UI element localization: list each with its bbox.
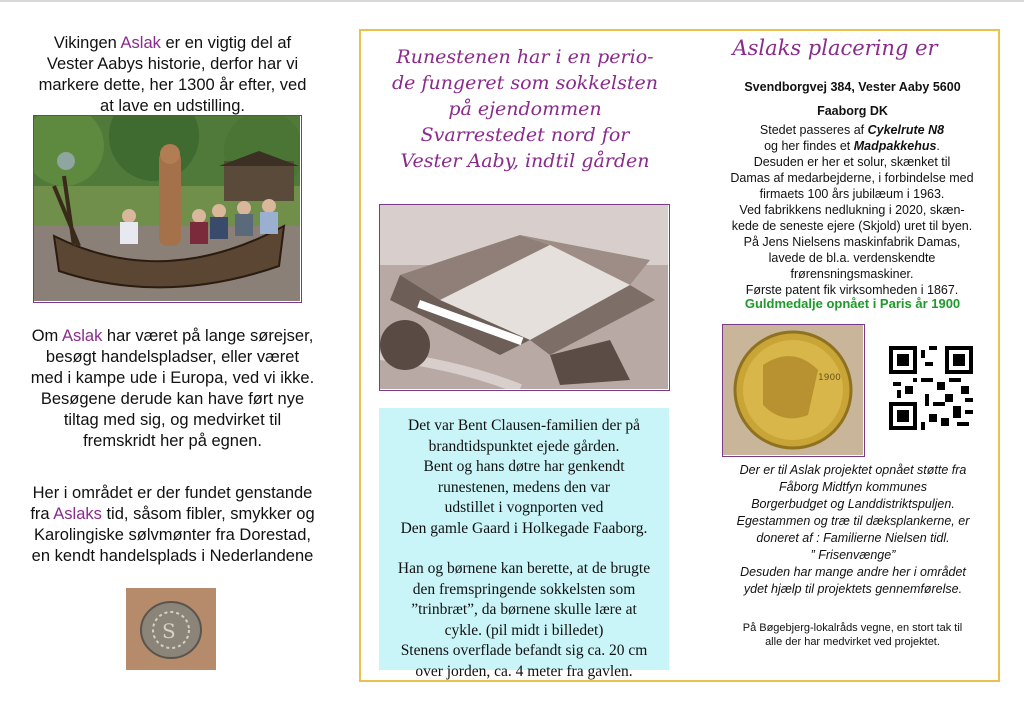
top-divider xyxy=(0,0,1024,2)
family-story-box xyxy=(379,408,669,680)
gold-medal-note: Guldmedalje opnået i Paris år 1900 xyxy=(744,296,961,311)
location-description: Stedet passeres af Cykelrute N8 og her findes et Madpakkehus. Desuden er her et solur, skænket til Damas af medarbejderne, i forbindelse med firmaets 100 års jubilæum i 1963. Ved fabrikkens nedlukning i 2020, skæn- kede de seneste ejere (Skjold) uret til byen. På Jens Nielsens maskinfabrik Damas, lavede de bl.a. verdenskendte frørensningsmaskiner. Første patent fik virksomheden i 1867. xyxy=(730,123,974,297)
svg-text:S: S xyxy=(162,619,176,643)
left-column-bottom xyxy=(30,483,315,567)
farm-aerial-photo xyxy=(379,204,670,391)
medal-year-text: 1900 xyxy=(818,373,841,383)
travels-paragraph: Om Aslak har været på lange sørejser, besøgt handelspladser, eller været med i kampe ude i Europa, ved vi ikke. Besøgene derude kan have ført nye tiltag med sig, og medvirket til fremskridt her på egnen. xyxy=(30,327,315,450)
location-heading: Aslaks placering er xyxy=(732,36,938,60)
story-paragraph-2: Han og børnene kan berette, at de brugte den fremspringende sokkelsten som ”trinbræt”, da børnene skulle lære at cykle. (pil midt i billedet) Stenens overflade befandt sig ca. 20 cm over jorden, ca. 4 meter fra gavlen. xyxy=(397,560,651,680)
address: Svendborgvej 384, Vester Aaby 5600 Faaborg DK xyxy=(744,80,961,118)
left-column-mid xyxy=(30,326,315,452)
finds-paragraph: Her i området er der fundet genstande fra Aslaks tid, såsom fibler, smykker og Karolingiske sølvmønter fra Dorestad, en kendt handelsplads i Nederlandene xyxy=(30,484,315,565)
viking-ship-photo xyxy=(33,115,302,303)
gold-medal-photo xyxy=(722,324,865,457)
support-text: Der er til Aslak projektet opnået støtte fra Fåborg Midtfyn kommunes Borgerbudget og Landdistriktspuljen. Egestammen og træ til dæksplankerne, er doneret af : Familierne Nielsen tidl. ” Frisenvænge” Desuden har mange andre her i området ydet hjælp til projektets gennemførelse. xyxy=(736,463,970,596)
qr-code[interactable] xyxy=(889,346,973,430)
thanks-text: På Bøgebjerg-lokalråds vegne, en stort tak til alle der har medvirket ved projektet. xyxy=(742,622,963,648)
silver-coin-photo xyxy=(126,588,216,670)
story-paragraph-1: Det var Bent Clausen-familien der på brandtidspunktet ejede gården. Bent og hans døtre har genkendt runestenen, medens den var udstillet i vognporten ved Den gamle Gaard i Holkegade Faaborg. xyxy=(400,417,648,537)
intro-paragraph: Vikingen Aslak er en vigtig del af Vester Aabys historie, derfor har vi markere dette, her 1300 år efter, ved at lave en udstilling. xyxy=(38,34,307,115)
left-column xyxy=(30,33,315,117)
runestone-heading: Runestenen har i en perio- de fungeret som sokkelsten på ejendommen Svarrestedet nord for Vester Aaby, indtil gården xyxy=(391,46,658,172)
